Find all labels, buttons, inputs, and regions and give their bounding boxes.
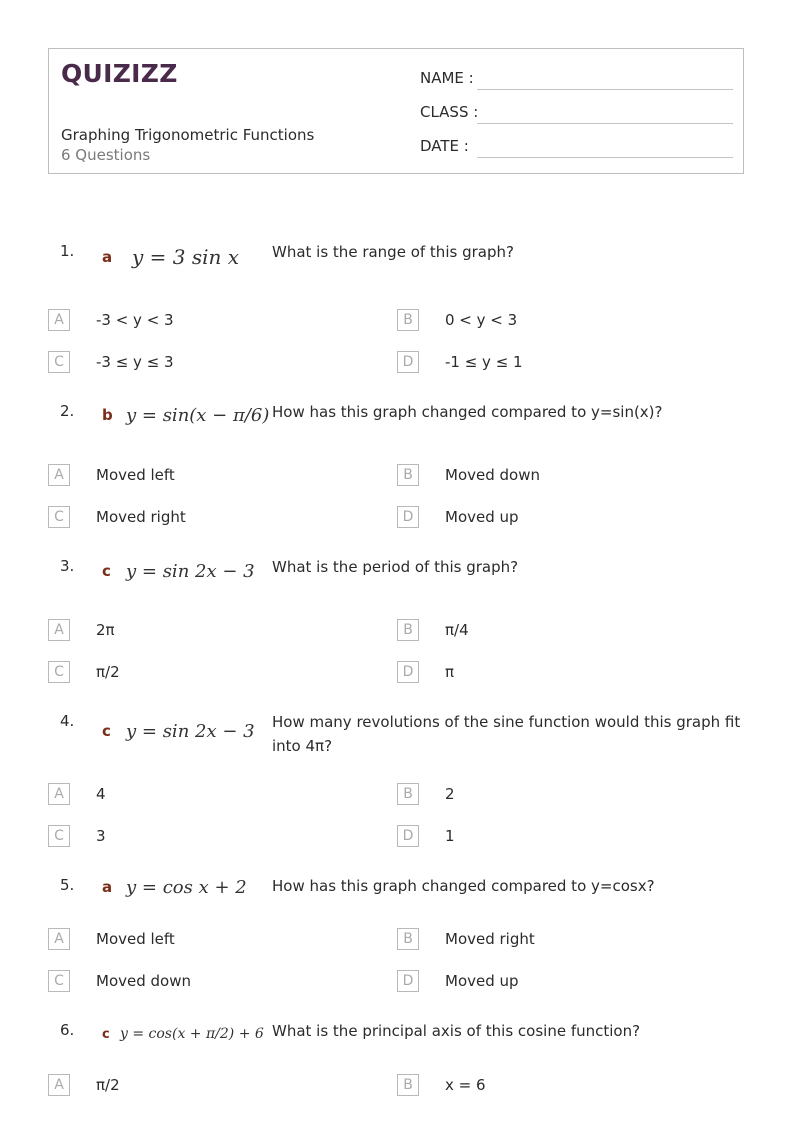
option-letter-box[interactable]: B — [397, 1074, 419, 1096]
question-text: How many revolutions of the sine function would this graph fit into 4π? — [272, 713, 741, 755]
option-text: Moved up — [445, 508, 519, 526]
option-letter-box[interactable]: B — [397, 928, 419, 950]
question-number: 1. — [60, 242, 75, 260]
option-letter-box[interactable]: C — [48, 351, 70, 373]
formula-text: y = sin 2x − 3 — [126, 721, 255, 742]
question-text: How has this graph changed compared to y=cosx? — [272, 877, 655, 895]
option-letter-box[interactable]: C — [48, 825, 70, 847]
question-number: 3. — [60, 557, 75, 575]
option-letter-box[interactable]: A — [48, 309, 70, 331]
quizizz-logo: QUIZIZZ — [61, 59, 178, 88]
option-text: x = 6 — [445, 1076, 486, 1094]
option-letter-box[interactable]: D — [397, 351, 419, 373]
option-text: -1 ≤ y ≤ 1 — [445, 353, 523, 371]
option-letter-box[interactable]: C — [48, 661, 70, 683]
question-formula-image — [96, 1017, 264, 1055]
option-text: Moved left — [96, 930, 175, 948]
formula-part-label: a — [102, 248, 113, 266]
option-letter-box[interactable]: D — [397, 825, 419, 847]
option-text: 2 — [445, 785, 455, 803]
option-letter-box[interactable]: B — [397, 619, 419, 641]
option-text: π/4 — [445, 621, 469, 639]
question-text: What is the range of this graph? — [272, 243, 514, 261]
option-letter-box[interactable]: D — [397, 661, 419, 683]
worksheet-header — [48, 48, 744, 174]
formula-part-label: b — [102, 406, 113, 424]
name-label: NAME : — [420, 69, 474, 87]
option-letter-box[interactable]: B — [397, 309, 419, 331]
class-field-line[interactable] — [477, 123, 733, 124]
option-letter-box[interactable]: B — [397, 464, 419, 486]
option-text: Moved left — [96, 466, 175, 484]
question-formula-image — [96, 554, 254, 592]
question-number: 5. — [60, 876, 75, 894]
question-text: What is the principal axis of this cosine function? — [272, 1022, 641, 1040]
option-text: 1 — [445, 827, 455, 845]
option-letter-box[interactable]: A — [48, 783, 70, 805]
question-number: 2. — [60, 402, 75, 420]
option-letter-box[interactable]: D — [397, 970, 419, 992]
question-formula-image — [96, 398, 270, 436]
option-text: Moved down — [96, 972, 191, 990]
formula-text: y = cos x + 2 — [126, 877, 247, 898]
question-count: 6 Questions — [61, 146, 151, 164]
option-letter-box[interactable]: D — [397, 506, 419, 528]
option-text: 2π — [96, 621, 115, 639]
option-text: 0 < y < 3 — [445, 311, 518, 329]
question-formula-image — [96, 870, 254, 908]
option-letter-box[interactable]: A — [48, 619, 70, 641]
formula-part-label: c — [102, 562, 111, 580]
option-letter-box[interactable]: A — [48, 1074, 70, 1096]
question-number: 6. — [60, 1021, 75, 1039]
date-label: DATE : — [420, 137, 469, 155]
formula-part-label: c — [102, 722, 111, 740]
formula-part-label: c — [102, 1027, 110, 1042]
option-text: 4 — [96, 785, 106, 803]
option-text: -3 < y < 3 — [96, 311, 174, 329]
name-field-line[interactable] — [477, 89, 733, 90]
formula-part-label: a — [102, 878, 113, 896]
worksheet-title: Graphing Trigonometric Functions — [61, 126, 315, 144]
option-text: Moved right — [445, 930, 535, 948]
option-letter-box[interactable]: C — [48, 506, 70, 528]
formula-text: y = sin(x − π/6) — [126, 405, 270, 426]
question-formula-image — [96, 714, 254, 752]
question-text: How has this graph changed compared to y=sin(x)? — [272, 403, 663, 421]
question-text: What is the period of this graph? — [272, 558, 519, 576]
option-text: Moved down — [445, 466, 540, 484]
question-formula-image — [96, 240, 254, 278]
option-letter-box[interactable]: C — [48, 970, 70, 992]
option-letter-box[interactable]: A — [48, 928, 70, 950]
option-text: π/2 — [96, 1076, 120, 1094]
date-field-line[interactable] — [477, 157, 733, 158]
option-text: Moved up — [445, 972, 519, 990]
option-text: 3 — [96, 827, 106, 845]
formula-text: y = cos(x + π/2) + 6 — [120, 1026, 264, 1042]
option-letter-box[interactable]: B — [397, 783, 419, 805]
formula-text: y = 3 sin x — [132, 245, 240, 269]
formula-text: y = sin 2x − 3 — [126, 561, 255, 582]
option-letter-box[interactable]: A — [48, 464, 70, 486]
option-text: -3 ≤ y ≤ 3 — [96, 353, 174, 371]
option-text: π — [445, 663, 455, 681]
option-text: π/2 — [96, 663, 120, 681]
class-label: CLASS : — [420, 103, 479, 121]
option-text: Moved right — [96, 508, 186, 526]
question-number: 4. — [60, 712, 75, 730]
